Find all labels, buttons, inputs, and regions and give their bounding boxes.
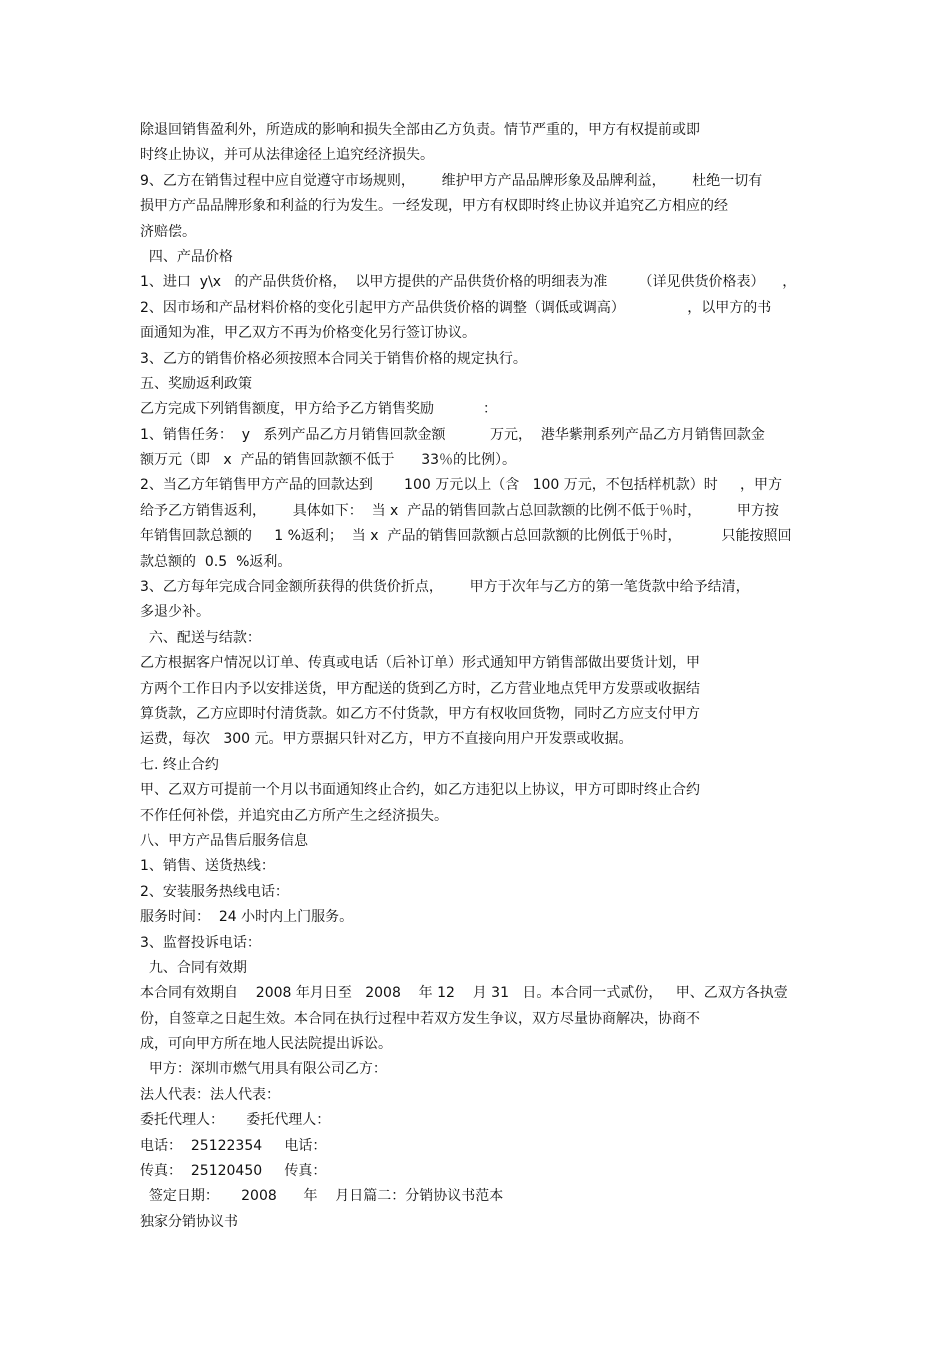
- text-line: 9、乙方在销售过程中应自觉遵守市场规则， 维护甲方产品品牌形象及品牌利益， 杜绝一切有: [140, 172, 763, 189]
- text-line: 3、乙方的销售价格必须按照本合同关于销售价格的规定执行。: [140, 350, 527, 367]
- text-line: 多退少补。: [140, 604, 210, 621]
- text-line: 运费，每次 300 元。甲方票据只针对乙方，甲方不直接向用户开发票或收据。: [140, 731, 633, 748]
- signature-line: 法人代表：法人代表：: [140, 1086, 280, 1103]
- text-line: 本合同有效期自 2008 年月日至 2008 年 12 月 31 日。本合同一式贰份， 甲、乙双方各执壹: [140, 985, 788, 1002]
- text-line: 损甲方产品品牌形象和利益的行为发生。一经发现，甲方有权即时终止协议并追究乙方相应的经: [140, 198, 728, 215]
- section-heading: 四、产品价格: [140, 248, 233, 265]
- text-line: 甲、乙双方可提前一个月以书面通知终止合约，如乙方违犯以上协议，甲方可即时终止合约: [140, 782, 700, 799]
- text-line: 算货款，乙方应即时付清货款。如乙方不付货款，甲方有权收回货物，同时乙方应支付甲方: [140, 705, 700, 722]
- section-heading: 七. 终止合约: [140, 756, 219, 773]
- text-line: 济赔偿。: [140, 223, 196, 240]
- signature-line: 甲方：深圳市燃气用具有限公司乙方：: [140, 1061, 387, 1078]
- text-line: 给予乙方销售返利， 具体如下： 当 x 产品的销售回款占总回款额的比例不低于％时， 甲方按: [140, 502, 779, 519]
- text-line: 除退回销售盈利外，所造成的影响和损失全部由乙方负责。情节严重的，甲方有权提前或即: [140, 122, 700, 138]
- section-heading: 六、配送与结款：: [140, 629, 261, 646]
- signature-line: 电话： 25122354 电话：: [140, 1137, 327, 1154]
- text-line: 2、因市场和产品材料价格的变化引起甲方产品供货价格的调整（调低或调高） ，以甲方的书: [140, 299, 772, 316]
- text-line: 1、销售、送货热线：: [140, 858, 275, 875]
- text-line: 服务时间： 24 小时内上门服务。: [140, 909, 354, 926]
- text-line: 款总额的 0.5 %返利。: [140, 553, 292, 570]
- signature-line: 委托代理人： 委托代理人：: [140, 1112, 331, 1129]
- text-line: 2、当乙方年销售甲方产品的回款达到 100 万元以上（含 100 万元，不包括样机款）时 ，甲方: [140, 477, 783, 494]
- text-line: 成，可向甲方所在地人民法院提出诉讼。: [140, 1036, 392, 1053]
- text-line: 额万元（即 x 产品的销售回款额不低于 33％的比例）。: [140, 452, 517, 469]
- text-line: 3、乙方每年完成合同金额所获得的供货价折点， 甲方于次年与乙方的第一笔货款中给予结清，: [140, 579, 750, 596]
- text-line: 时终止协议，并可从法律途径上追究经济损失。: [140, 147, 434, 164]
- text-line: 不作任何补偿，并追究由乙方所产生之经济损失。: [140, 807, 448, 824]
- text-line: 年销售回款总额的 1 %返利； 当 x 产品的销售回款额占总回款额的比例低于％时， 只能按照回: [140, 528, 792, 545]
- text-line: 1、进口 y\x 的产品供货价格， 以甲方提供的产品供货价格的明细表为准 （详见供货价格表） ，: [140, 274, 797, 291]
- text-line: 乙方完成下列销售额度，甲方给予乙方销售奖励 ：: [140, 401, 497, 418]
- text-line: 1、销售任务： y 系列产品乙方月销售回款金额 万元， 港华紫荆系列产品乙方月销售回款金: [140, 426, 765, 443]
- text-line: 份，自签章之日起生效。本合同在执行过程中若双方发生争议，双方尽量协商解决，协商不: [140, 1010, 700, 1027]
- section-heading: 八、甲方产品售后服务信息: [140, 832, 308, 849]
- section-heading: 九、合同有效期: [140, 959, 247, 976]
- document-body: [140, 118, 820, 1235]
- text-line: 3、监督投诉电话：: [140, 934, 261, 951]
- text-line: 2、安装服务热线电话：: [140, 883, 289, 900]
- signature-line: 传真： 25120450 传真：: [140, 1163, 327, 1180]
- signature-line: 签定日期： 2008 年 月日篇二：分销协议书范本: [140, 1188, 504, 1205]
- section-heading: 五、奖励返利政策: [140, 375, 252, 392]
- text-line: 方两个工作日内予以安排送货，甲方配送的货到乙方时，乙方营业地点凭甲方发票或收据结: [140, 680, 700, 697]
- text-line: 面通知为准，甲乙双方不再为价格变化另行签订协议。: [140, 325, 476, 342]
- text-line: 乙方根据客户情况以订单、传真或电话（后补订单）形式通知甲方销售部做出要货计划，甲: [140, 655, 700, 672]
- document-title: 独家分销协议书: [140, 1213, 238, 1230]
